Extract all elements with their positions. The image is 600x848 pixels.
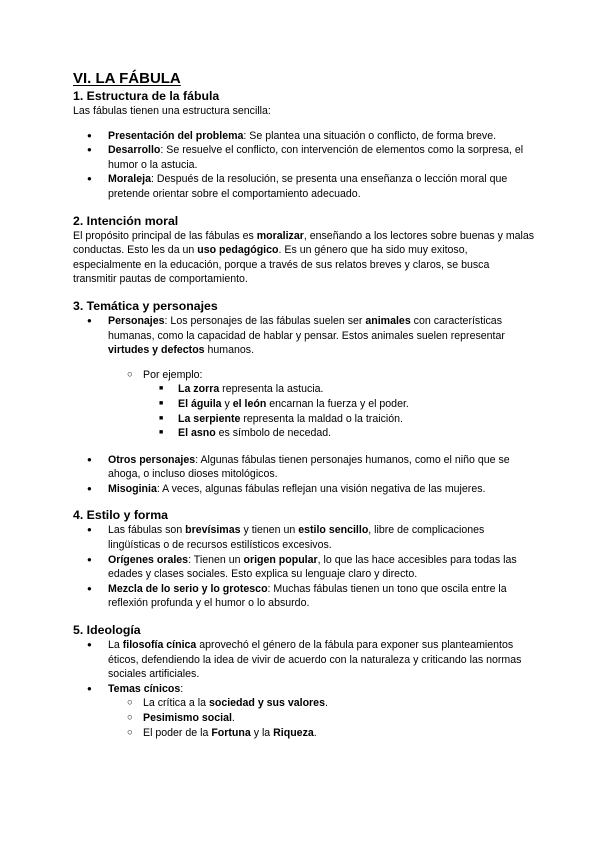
section-heading-estructura: 1. Estructura de la fábula bbox=[73, 89, 220, 103]
estructura-intro: Las fábulas tienen una estructura sencilla: bbox=[73, 105, 271, 117]
list-item: ● Desarrollo: Se resuelve el conflicto, con intervención de elementos como la sorpresa, el humor o la astucia. bbox=[73, 143, 535, 172]
list-item: ● Las fábulas son brevísimas y tienen un estilo sencillo, libre de complicaciones lingüísticas o de recursos estilísticos excesivos. bbox=[73, 523, 535, 552]
list-item: ■ La serpiente representa la maldad o la traición. bbox=[143, 412, 535, 427]
section-heading-estilo: 4. Estilo y forma bbox=[73, 508, 168, 523]
list-item: ● Orígenes orales: Tienen un origen popular, lo que las hace accesibles para todas las edades y clases sociales. Esto explica su lenguaje claro y directo. bbox=[73, 553, 535, 582]
section-heading-ideologia: 5. Ideología bbox=[73, 623, 141, 638]
temas-cinicos-list bbox=[108, 696, 535, 740]
list-item: ○ Pesimismo social. bbox=[108, 711, 535, 726]
intencion-paragraph: El propósito principal de las fábulas es moralizar, enseñando a los lectores sobre buenas y malas conductas. Esto les da un uso pedagógico. Es un género que ha sido muy exitoso, especialmente en la educación, porque a través de sus relatos breves y claros, se busca transmitir pautas de comportamiento. bbox=[73, 229, 535, 286]
page-title: VI. LA FÁBULA bbox=[73, 70, 181, 87]
list-item: ● Misoginia: A veces, algunas fábulas reflejan una visión negativa de las mujeres. bbox=[73, 482, 535, 497]
list-item: ● Otros personajes: Algunas fábulas tienen personajes humanos, como el niño que se ahoga, o incluso dioses mitológicos. bbox=[73, 453, 535, 482]
estilo-list bbox=[73, 523, 535, 611]
section-heading-tematica: 3. Temática y personajes bbox=[73, 298, 218, 313]
list-item: ● Personajes: Los personajes de las fábulas suelen ser animales con características humanas, como la capacidad de hablar y pensar. Estos animales suelen representar virtudes y defectos humanos. ○ Por ejemplo: ■ La zorra representa la astucia. ■ El águila y el león encarnan la fuerza y el poder. ■ La serpiente representa la maldad o la traición. ■ El asno es símbolo de necedad. bbox=[73, 314, 535, 441]
list-item: ● Temas cínicos: ○ La crítica a la sociedad y sus valores. ○ Pesimismo social. ○ El poder de la Fortuna y la Riqueza. bbox=[73, 682, 535, 740]
list-item: ■ El águila y el león encarnan la fuerza y el poder. bbox=[143, 397, 535, 412]
list-item: ○ Por ejemplo: ■ La zorra representa la astucia. ■ El águila y el león encarnan la fuerza y el poder. ■ La serpiente representa la maldad o la traición. ■ El asno es símbolo de necedad. bbox=[108, 368, 535, 441]
document-content bbox=[73, 70, 535, 740]
list-item: ○ La crítica a la sociedad y sus valores. bbox=[108, 696, 535, 711]
section-heading-intencion: 2. Intención moral bbox=[73, 213, 179, 228]
list-item: ● Presentación del problema: Se plantea una situación o conflicto, de forma breve. bbox=[73, 129, 535, 144]
tematica-list bbox=[73, 314, 535, 497]
list-item: ● Mezcla de lo serio y lo grotesco: Muchas fábulas tienen un tono que oscila entre la reflexión profunda y el humor o lo absurdo. bbox=[73, 582, 535, 611]
list-item: ■ La zorra representa la astucia. bbox=[143, 382, 535, 397]
list-item: ■ El asno es símbolo de necedad. bbox=[143, 426, 535, 441]
animal-examples-list bbox=[143, 382, 535, 440]
list-item: ● La filosofía cínica aprovechó el género de la fábula para exponer sus planteamientos éticos, defendiendo la idea de vivir de acuerdo con la naturaleza y criticando las normas sociales artificiales. bbox=[73, 638, 535, 682]
list-item: ● Moraleja: Después de la resolución, se presenta una enseñanza o lección moral que pretende orientar sobre el comportamiento adecuado. bbox=[73, 172, 535, 201]
estructura-list bbox=[73, 129, 535, 202]
list-item: ○ El poder de la Fortuna y la Riqueza. bbox=[108, 726, 535, 741]
ejemplo-list bbox=[108, 368, 535, 441]
ideologia-list bbox=[73, 638, 535, 740]
